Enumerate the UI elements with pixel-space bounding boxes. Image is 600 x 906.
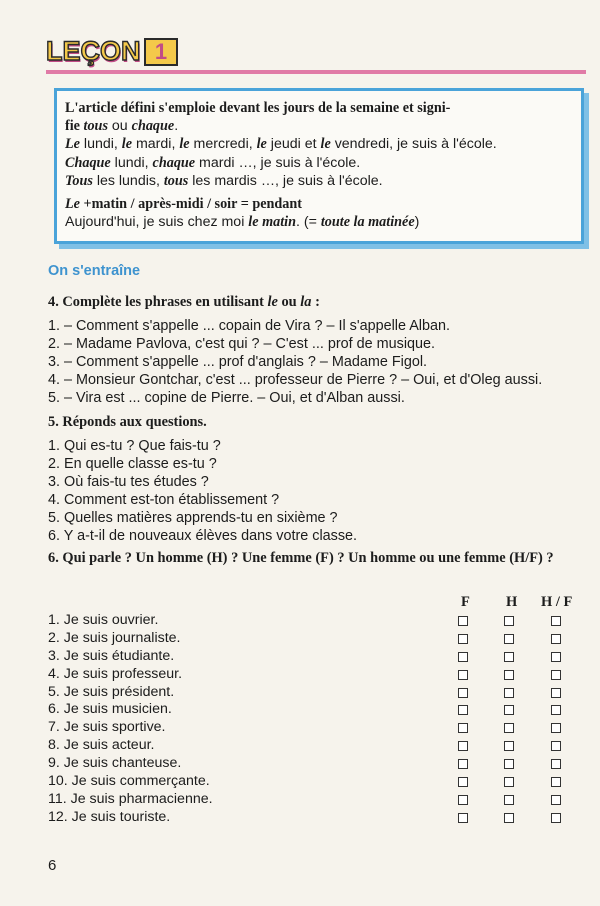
answer-row [48, 791, 588, 809]
rule-segment: lundi, [79, 136, 122, 153]
rule-2-text: +matin / après-midi / soir = pendant [79, 196, 303, 213]
answer-row [48, 773, 588, 791]
checkbox-f[interactable] [458, 777, 468, 787]
checkbox-hf[interactable] [551, 652, 561, 662]
rule-example-4 [65, 213, 571, 231]
ex4-title-end: : [311, 294, 320, 310]
checkbox-hf[interactable] [551, 634, 561, 644]
ex5-line: 2. En quelle classe es-tu ? [48, 456, 217, 472]
ex4-line: 2. – Madame Pavlova, c'est qui ? – C'est ... prof de musique. [48, 336, 436, 352]
rule-example-1 [65, 135, 571, 153]
section-title: On s'entraîne [48, 263, 141, 279]
checkbox-h[interactable] [504, 616, 514, 626]
ex5-line: 5. Quelles matières apprends-tu en sixième ? [48, 510, 338, 526]
checkbox-f[interactable] [458, 688, 468, 698]
lesson-header [46, 36, 586, 76]
column-h: H [506, 594, 518, 610]
ex4-line: 4. – Monsieur Gontchar, c'est ... professeur de Pierre ? – Oui, et d'Oleg aussi. [48, 372, 543, 388]
checkbox-f[interactable] [458, 723, 468, 733]
ex5-line: 4. Comment est-ton établissement ? [48, 492, 280, 508]
rule-intro-ou: ou [107, 118, 132, 135]
rule-intro-line1: L'article défini s'emploie devant les jours de la semaine et signi- [65, 100, 451, 116]
lesson-number: 1 [144, 38, 178, 66]
checkbox-hf[interactable] [551, 741, 561, 751]
rule-segment: Tous [65, 172, 93, 189]
checkbox-f[interactable] [458, 759, 468, 769]
ex4-title-le: le [267, 294, 278, 310]
rule-segment: lundi, [110, 154, 153, 171]
exercise-5 [48, 413, 588, 545]
answer-row-label: 5. Je suis président. [48, 683, 175, 700]
answer-row-label: 7. Je suis sportive. [48, 719, 166, 736]
rule-segment: chaque [152, 154, 196, 171]
rule-segment: le [179, 136, 190, 153]
checkbox-hf[interactable] [551, 795, 561, 805]
answer-row-label: 12. Je suis touriste. [48, 808, 171, 825]
answer-row-label: 1. Je suis ouvrier. [48, 612, 159, 628]
checkbox-h[interactable] [504, 723, 514, 733]
rule-segment: mercredi, [189, 136, 257, 153]
column-hf: H / F [541, 594, 573, 610]
checkbox-h[interactable] [504, 795, 514, 805]
checkbox-h[interactable] [504, 688, 514, 698]
checkbox-hf[interactable] [551, 813, 561, 823]
checkbox-f[interactable] [458, 652, 468, 662]
page-number: 6 [48, 857, 57, 874]
rule-intro-period: . [174, 118, 179, 135]
checkbox-f[interactable] [458, 634, 468, 644]
rule-segment: toute la matinée [320, 214, 415, 231]
answer-row-label: 11. Je suis pharmacienne. [48, 790, 213, 807]
rule-segment: le matin [248, 214, 296, 231]
rule-segment: le [256, 136, 267, 153]
answer-row [48, 684, 588, 702]
rule-intro [65, 99, 571, 117]
ex4-title-la: la [300, 294, 312, 310]
answer-row [48, 701, 588, 719]
answer-row-label: 2. Je suis journaliste. [48, 629, 181, 646]
ex5-line: 6. Y a-t-il de nouveaux élèves dans votre classe. [48, 528, 358, 544]
checkbox-hf[interactable] [551, 670, 561, 680]
ex5-line: 3. Où fais-tu tes études ? [48, 474, 209, 490]
rule-segment: Le [65, 136, 80, 153]
checkbox-hf[interactable] [551, 777, 561, 787]
exercise-4 [48, 293, 588, 407]
answer-row [48, 630, 588, 648]
answer-row [48, 737, 588, 755]
answer-row-label: 4. Je suis professeur. [48, 665, 183, 682]
checkbox-h[interactable] [504, 634, 514, 644]
rule-segment: Chaque [65, 154, 111, 171]
column-f: F [461, 594, 470, 610]
checkbox-hf[interactable] [551, 759, 561, 769]
checkbox-h[interactable] [504, 813, 514, 823]
rule-segment: jeudi et [266, 136, 321, 153]
rule-intro-line2 [65, 117, 571, 135]
ex4-line: 5. – Vira est ... copine de Pierre. – Oui, et d'Alban aussi. [48, 390, 405, 406]
ex4-title-ou: ou [277, 294, 301, 310]
answer-row [48, 809, 588, 827]
ex4-line: 3. – Comment s'appelle ... prof d'anglais ? – Madame Figol. [48, 354, 428, 370]
checkbox-h[interactable] [504, 705, 514, 715]
rule-2-le: Le [65, 196, 80, 213]
checkbox-h[interactable] [504, 759, 514, 769]
checkbox-f[interactable] [458, 795, 468, 805]
checkbox-h[interactable] [504, 777, 514, 787]
rule-intro-tous: tous [83, 118, 108, 135]
answer-row-label: 3. Je suis étudiante. [48, 647, 175, 664]
ex5-line: 1. Qui es-tu ? Que fais-tu ? [48, 438, 221, 454]
answer-row [48, 666, 588, 684]
answer-row-label: 6. Je suis musicien. [48, 701, 172, 718]
checkbox-hf[interactable] [551, 616, 561, 626]
rule-segment: mardi, [132, 136, 180, 153]
exercise-5-title: 5. Réponds aux questions. [48, 414, 207, 430]
answer-grid [48, 612, 588, 827]
lesson-label: LEÇON [46, 36, 141, 66]
grammar-rule-box [54, 88, 584, 244]
exercise-6 [48, 550, 588, 567]
checkbox-hf[interactable] [551, 705, 561, 715]
rule-segment: ) [414, 214, 420, 231]
exercise-6-title: 6. Qui parle ? Un homme (H) ? Une femme (F) ? Un homme ou une femme (H/F) ? [48, 550, 554, 566]
rule-2 [65, 195, 571, 213]
answer-row [48, 755, 588, 773]
rule-segment: tous [163, 172, 189, 189]
checkbox-f[interactable] [458, 670, 468, 680]
answer-row [48, 648, 588, 666]
rule-intro-fie: fie [65, 118, 84, 135]
ex4-line: 1. – Comment s'appelle ... copain de Vira ? – Il s'appelle Alban. [48, 318, 451, 334]
rule-segment: mardi …, je suis à l'école. [195, 154, 361, 171]
exercise-4-title [48, 293, 588, 311]
answer-row-label: 8. Je suis acteur. [48, 737, 155, 754]
rule-intro-chaque: chaque [131, 118, 175, 135]
rule-segment: le [320, 136, 331, 153]
rule-segment: les mardis …, je suis à l'école. [188, 172, 383, 189]
ex4-title-text: 4. Complète les phrases en utilisant [48, 294, 268, 310]
answer-row [48, 612, 588, 630]
answer-row-label: 10. Je suis commerçante. [48, 773, 210, 790]
answer-grid-header [456, 594, 586, 612]
checkbox-h[interactable] [504, 741, 514, 751]
rule-segment: les lundis, [92, 172, 164, 189]
checkbox-f[interactable] [458, 705, 468, 715]
answer-row-label: 9. Je suis chanteuse. [48, 755, 182, 772]
checkbox-h[interactable] [504, 670, 514, 680]
checkbox-f[interactable] [458, 741, 468, 751]
checkbox-hf[interactable] [551, 723, 561, 733]
checkbox-f[interactable] [458, 616, 468, 626]
answer-row [48, 719, 588, 737]
header-divider [46, 70, 586, 74]
rule-segment: vendredi, je suis à l'école. [330, 136, 497, 153]
rule-example-3 [65, 172, 571, 190]
rule-example-2 [65, 154, 571, 172]
checkbox-h[interactable] [504, 652, 514, 662]
rule-segment: le [121, 136, 133, 153]
checkbox-f[interactable] [458, 813, 468, 823]
rule-segment: . (= [296, 214, 321, 231]
rule-segment: Aujourd'hui, je suis chez moi [65, 214, 249, 231]
checkbox-hf[interactable] [551, 688, 561, 698]
